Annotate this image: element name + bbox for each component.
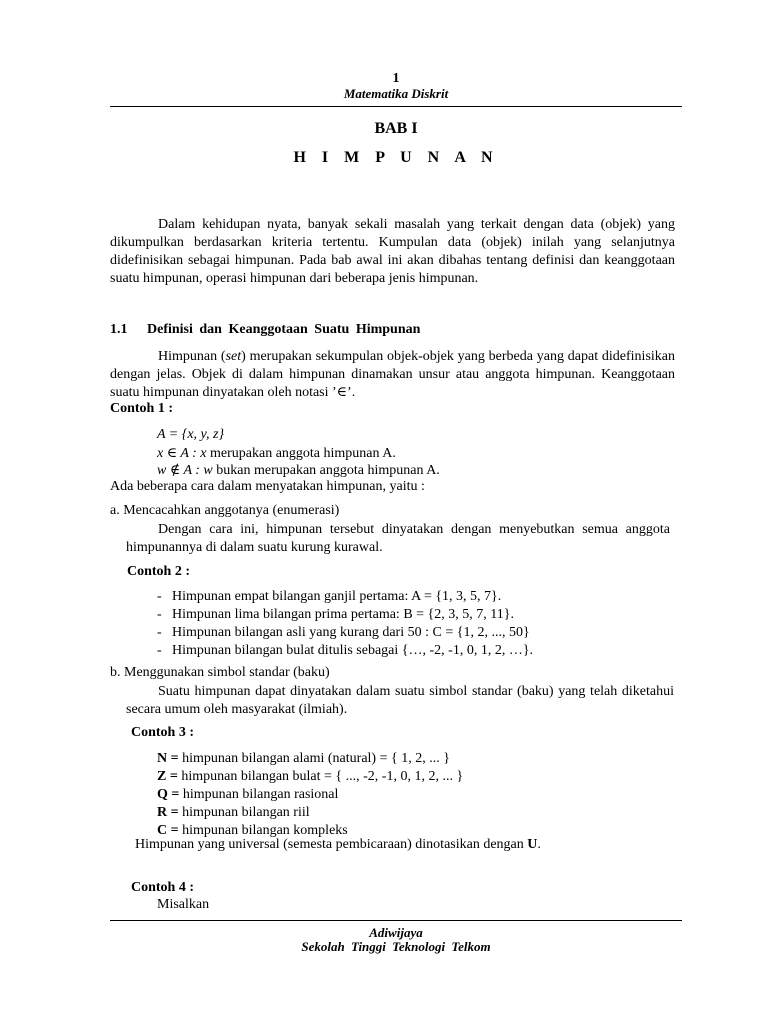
universal-symbol: U — [527, 837, 538, 852]
intro-text: Dalam kehidupan nyata, banyak sekali masalah yang terkait dengan data (objek) yang dikumpulkan berdasarkan kriteria tertentu. Kumpulan data (objek) inilah yang selanjutnya didefinisikan sebagai himpunan. Pada bab awal ini akan dibahas tentang definisi dan keanggotaan suatu himpunan, operasi himpunan dari beberapa jenis himpunan. — [110, 217, 675, 286]
method-b-label: b. Menggunakan simbol standar (baku) — [110, 665, 330, 680]
contoh-1-line-3 — [157, 462, 440, 479]
contoh-1-line-3-rhs: bukan merupakan anggota himpunan A. — [212, 463, 440, 478]
section-heading — [110, 322, 420, 338]
book-title: Matematika Diskrit — [343, 86, 449, 101]
method-a-paragraph — [126, 521, 670, 557]
list-item: - Himpunan bilangan bulat ditulis sebagai {…, -2, -1, 0, 1, 2, …}. — [157, 643, 534, 658]
method-a-label: a. Mencacahkan anggotanya (enumerasi) — [110, 503, 340, 518]
contoh-4-text: Misalkan — [157, 897, 210, 912]
contoh-1-line-1-lhs: A = {x, y, z} — [157, 427, 225, 442]
definition-paragraph — [110, 348, 675, 402]
section-title: Definisi dan Keanggotaan Suatu Himpunan — [147, 322, 421, 337]
list-item: - Himpunan empat bilangan ganjil pertama: A = {1, 3, 5, 7}. — [157, 589, 502, 604]
method-b-paragraph — [126, 683, 674, 719]
contoh-2-label: Contoh 2 : — [127, 564, 191, 579]
contoh-2-list — [157, 588, 533, 660]
list-item: N = himpunan bilangan alami (natural) = { 1, 2, ... } — [157, 751, 450, 766]
list-item: - Himpunan bilangan asli yang kurang dari 50 : C = {1, 2, ..., 50} — [157, 625, 530, 640]
list-item: - Himpunan lima bilangan prima pertama: B = {2, 3, 5, 7, 11}. — [157, 607, 514, 622]
contoh-3-label: Contoh 3 : — [131, 725, 195, 740]
section-number: 1.1 — [110, 322, 128, 337]
contoh-1-line-1 — [157, 427, 224, 443]
footer-institution: Sekolah Tinggi Teknologi Telkom — [301, 939, 491, 954]
footer-author: Adiwijaya — [369, 925, 423, 940]
method-b-text: Suatu himpunan dapat dinyatakan dalam suatu simbol standar (baku) yang telah diketahui secara umum oleh masyarakat (ilmiah). — [126, 684, 674, 717]
contoh-4-label: Contoh 4 : — [131, 880, 195, 895]
contoh-1-line-2-lhs: x ∈ A : x — [157, 446, 207, 461]
list-item: R = himpunan bilangan riil — [157, 805, 310, 820]
footer-rule — [110, 920, 682, 921]
contoh-1-line-2 — [157, 445, 396, 462]
list-item: Q = himpunan bilangan rasional — [157, 787, 339, 802]
header-rule — [110, 106, 682, 107]
chapter-label: BAB I — [374, 120, 418, 137]
definition-italic: set — [225, 349, 242, 364]
contoh-1-line-3-lhs: w ∉ A : w — [157, 463, 213, 478]
list-item: Z = himpunan bilangan bulat = { ..., -2, -1, 0, 1, 2, ... } — [157, 769, 464, 784]
intro-paragraph — [110, 216, 675, 288]
contoh-1-line-2-rhs: merupakan anggota himpunan A. — [206, 446, 396, 461]
ways-intro: Ada beberapa cara dalam menyatakan himpunan, yaitu : — [110, 479, 425, 494]
definition-end: ) merupakan sekumpulan objek-objek yang berbeda yang dapat didefinisikan dengan jelas. Objek di dalam himpunan dinamakan unsur atau anggota himpunan. Keanggotaan suatu himpunan dinyatakan oleh notasi ’∈’. — [110, 349, 675, 400]
universal-set-line: Himpunan yang universal (semesta pembicaraan) dinotasikan dengan U. — [135, 837, 541, 852]
page-number: 1 — [392, 71, 400, 86]
list-item: C = himpunan bilangan kompleks — [157, 823, 348, 838]
method-a-text: Dengan cara ini, himpunan tersebut dinyatakan dengan menyebutkan semua anggota himpunannya di dalam suatu kurung kurawal. — [126, 522, 670, 555]
symbol-list — [157, 750, 463, 840]
definition-start: Himpunan ( — [158, 349, 226, 364]
contoh-1-label: Contoh 1 : — [110, 401, 174, 416]
chapter-title: H I M P U N A N — [293, 149, 499, 166]
